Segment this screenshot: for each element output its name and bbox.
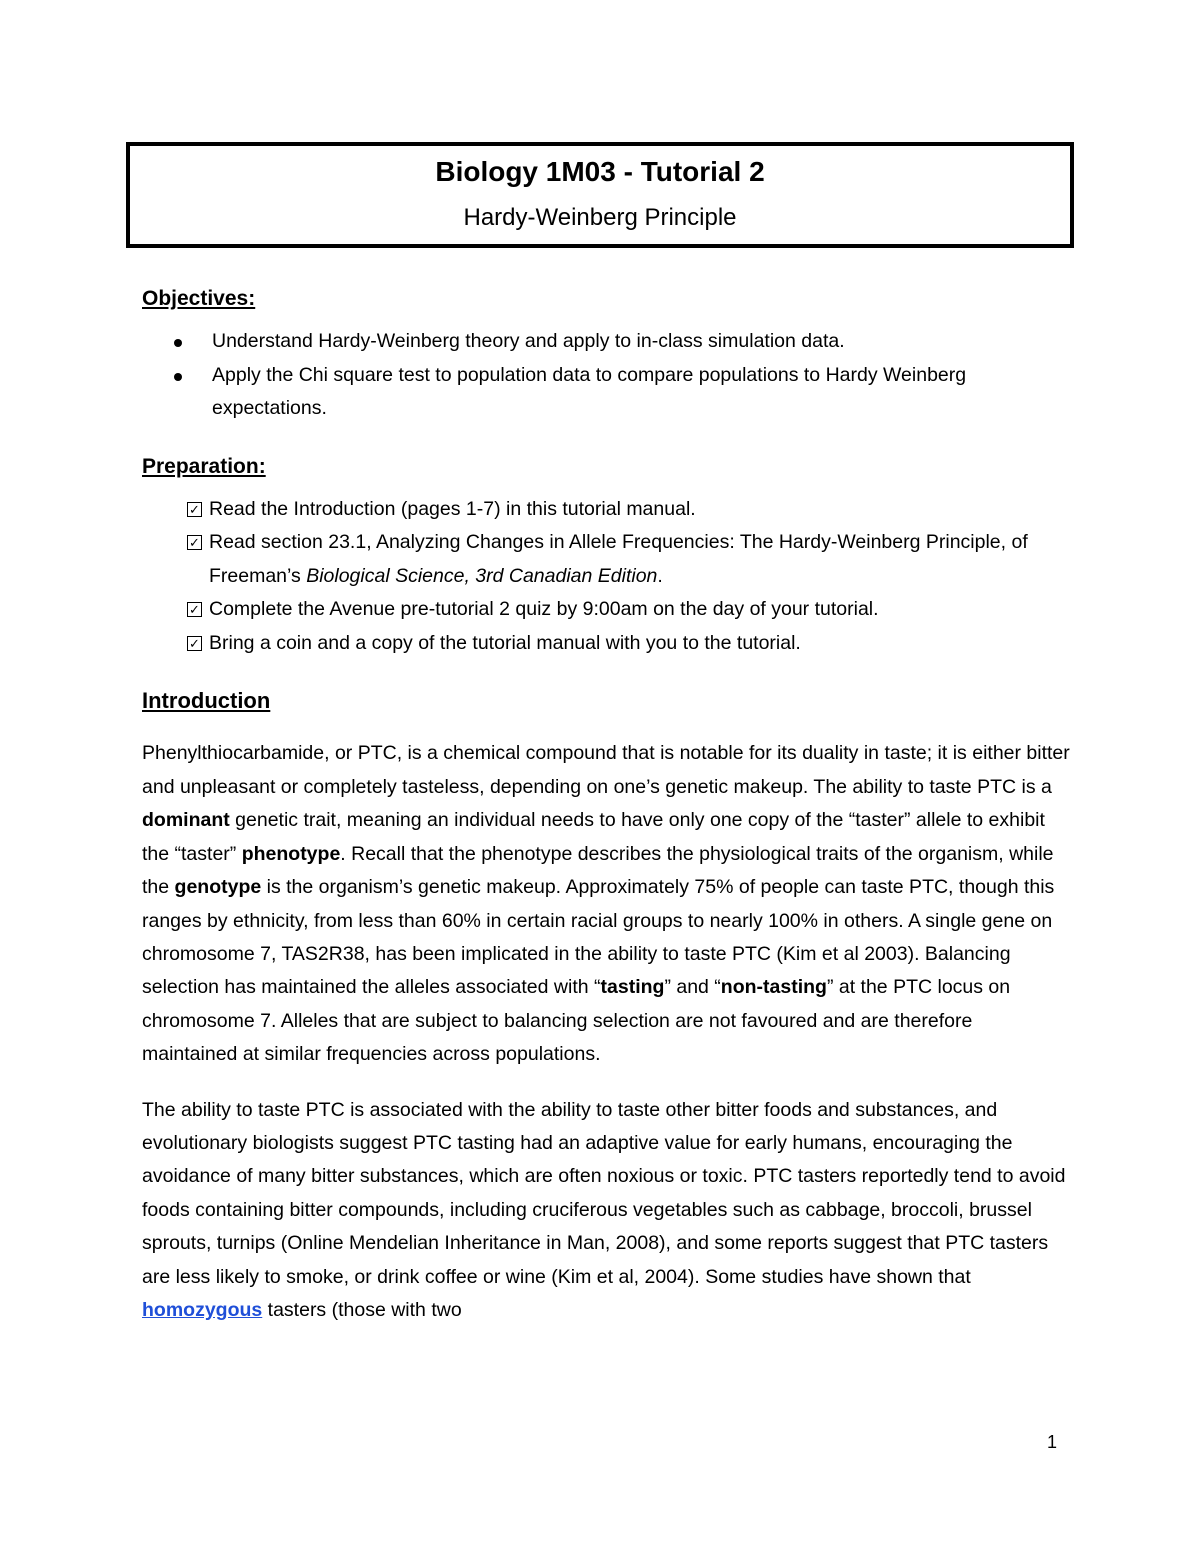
preparation-text: Complete the Avenue pre-tutorial 2 quiz by 9:00am on the day of your tutorial.: [209, 598, 879, 621]
title-box: [126, 142, 1074, 248]
preparation-text-end: .: [657, 564, 663, 587]
homozygous-link[interactable]: homozygous: [142, 1298, 263, 1321]
text-run: ” and “: [664, 976, 721, 999]
preparation-text: Read section 23.1, Analyzing Changes in Allele Frequencies: The Hardy-Weinberg Principle, of Freeman’s: [209, 531, 1028, 587]
term-genotype: genotype: [174, 876, 262, 899]
bullet-icon: [174, 339, 182, 347]
objective-item: [142, 359, 1072, 426]
text-run: . Recall that the phenotype describes the physiological traits of the organism, while the: [142, 842, 1054, 899]
page-number: 1: [1046, 1432, 1057, 1452]
text-run: tasters (those with two: [262, 1298, 462, 1321]
introduction-paragraph-2: [142, 1094, 1072, 1328]
text-run: genetic trait, meaning an individual needs to have only one copy of the “taster” allele to exhibit the “taster”: [142, 809, 1045, 865]
term-tasting: tasting: [600, 976, 665, 999]
objective-text: Understand Hardy-Weinberg theory and apply to in-class simulation data.: [212, 330, 845, 353]
checkbox-checked-icon: ✓: [187, 535, 202, 550]
document-title: Biology 1M03 - Tutorial 2: [435, 156, 765, 187]
introduction-paragraph-1: [142, 737, 1072, 1071]
checkbox-checked-icon: ✓: [187, 636, 202, 651]
checkbox-checked-icon: ✓: [187, 502, 202, 517]
text-run: The ability to taste PTC is associated with the ability to taste other bitter foods and substances, and evolutionary biologists suggest PTC tasting had an adaptive value for early humans, encouraging the avoidance of many bitter substances, which are often noxious or toxic. PTC tasters reportedly tend to avoid foods containing bitter compounds, including cruciferous vegetables such as cabbage, broccoli, brussel sprouts, turnips (Online Mendelian Inheritance in Man, 2008), and some reports suggest that PTC tasters are less likely to smoke, or drink coffee or wine (Kim et al, 2004). Some studies have shown that: [142, 1098, 1066, 1288]
preparation-text: Read the Introduction (pages 1-7) in this tutorial manual.: [209, 498, 696, 521]
checkbox-checked-icon: ✓: [187, 602, 202, 617]
term-phenotype: phenotype: [241, 842, 341, 865]
text-run: Phenylthiocarbamide, or PTC, is a chemical compound that is notable for its duality in taste; it is either bitter and unpleasant or completely tasteless, depending on one’s genetic makeup. The ability to taste PTC is a: [142, 742, 1070, 798]
document-subtitle: Hardy-Weinberg Principle: [463, 204, 737, 231]
objective-item: [142, 325, 1072, 358]
preparation-text: Bring a coin and a copy of the tutorial manual with you to the tutorial.: [209, 631, 801, 654]
preparation-list: [142, 493, 1072, 660]
textbook-title: Biological Science, 3rd Canadian Edition: [306, 564, 658, 587]
preparation-heading: Preparation:: [142, 454, 266, 478]
bullet-icon: [174, 373, 182, 381]
introduction-heading: Introduction: [142, 688, 271, 714]
objective-text: Apply the Chi square test to population data to compare populations to Hardy Weinberg expectations.: [212, 363, 967, 420]
preparation-item: [142, 493, 1072, 526]
term-non-tasting: non-tasting: [720, 976, 827, 999]
text-run: is the organism’s genetic makeup. Approximately 75% of people can taste PTC, though this ranges by ethnicity, from less than 60% in certain racial groups to nearly 100% in others. A single gene on chromosome 7, TAS2R38, has been implicated in the ability to taste PTC (Kim et al 2003). Balancing selection has maintained the alleles associated with “: [142, 876, 1055, 999]
objectives-list: [142, 325, 1072, 425]
term-dominant: dominant: [142, 809, 230, 832]
text-run: ” at the PTC locus on chromosome 7. Alleles that are subject to balancing selection are not favoured and are therefore maintained at similar frequencies across populations.: [142, 976, 1011, 1066]
preparation-item: [142, 627, 1072, 660]
document-content: [142, 282, 1072, 1327]
objectives-heading: Objectives:: [142, 287, 256, 310]
preparation-item: [142, 526, 1072, 593]
preparation-item: [142, 593, 1072, 626]
